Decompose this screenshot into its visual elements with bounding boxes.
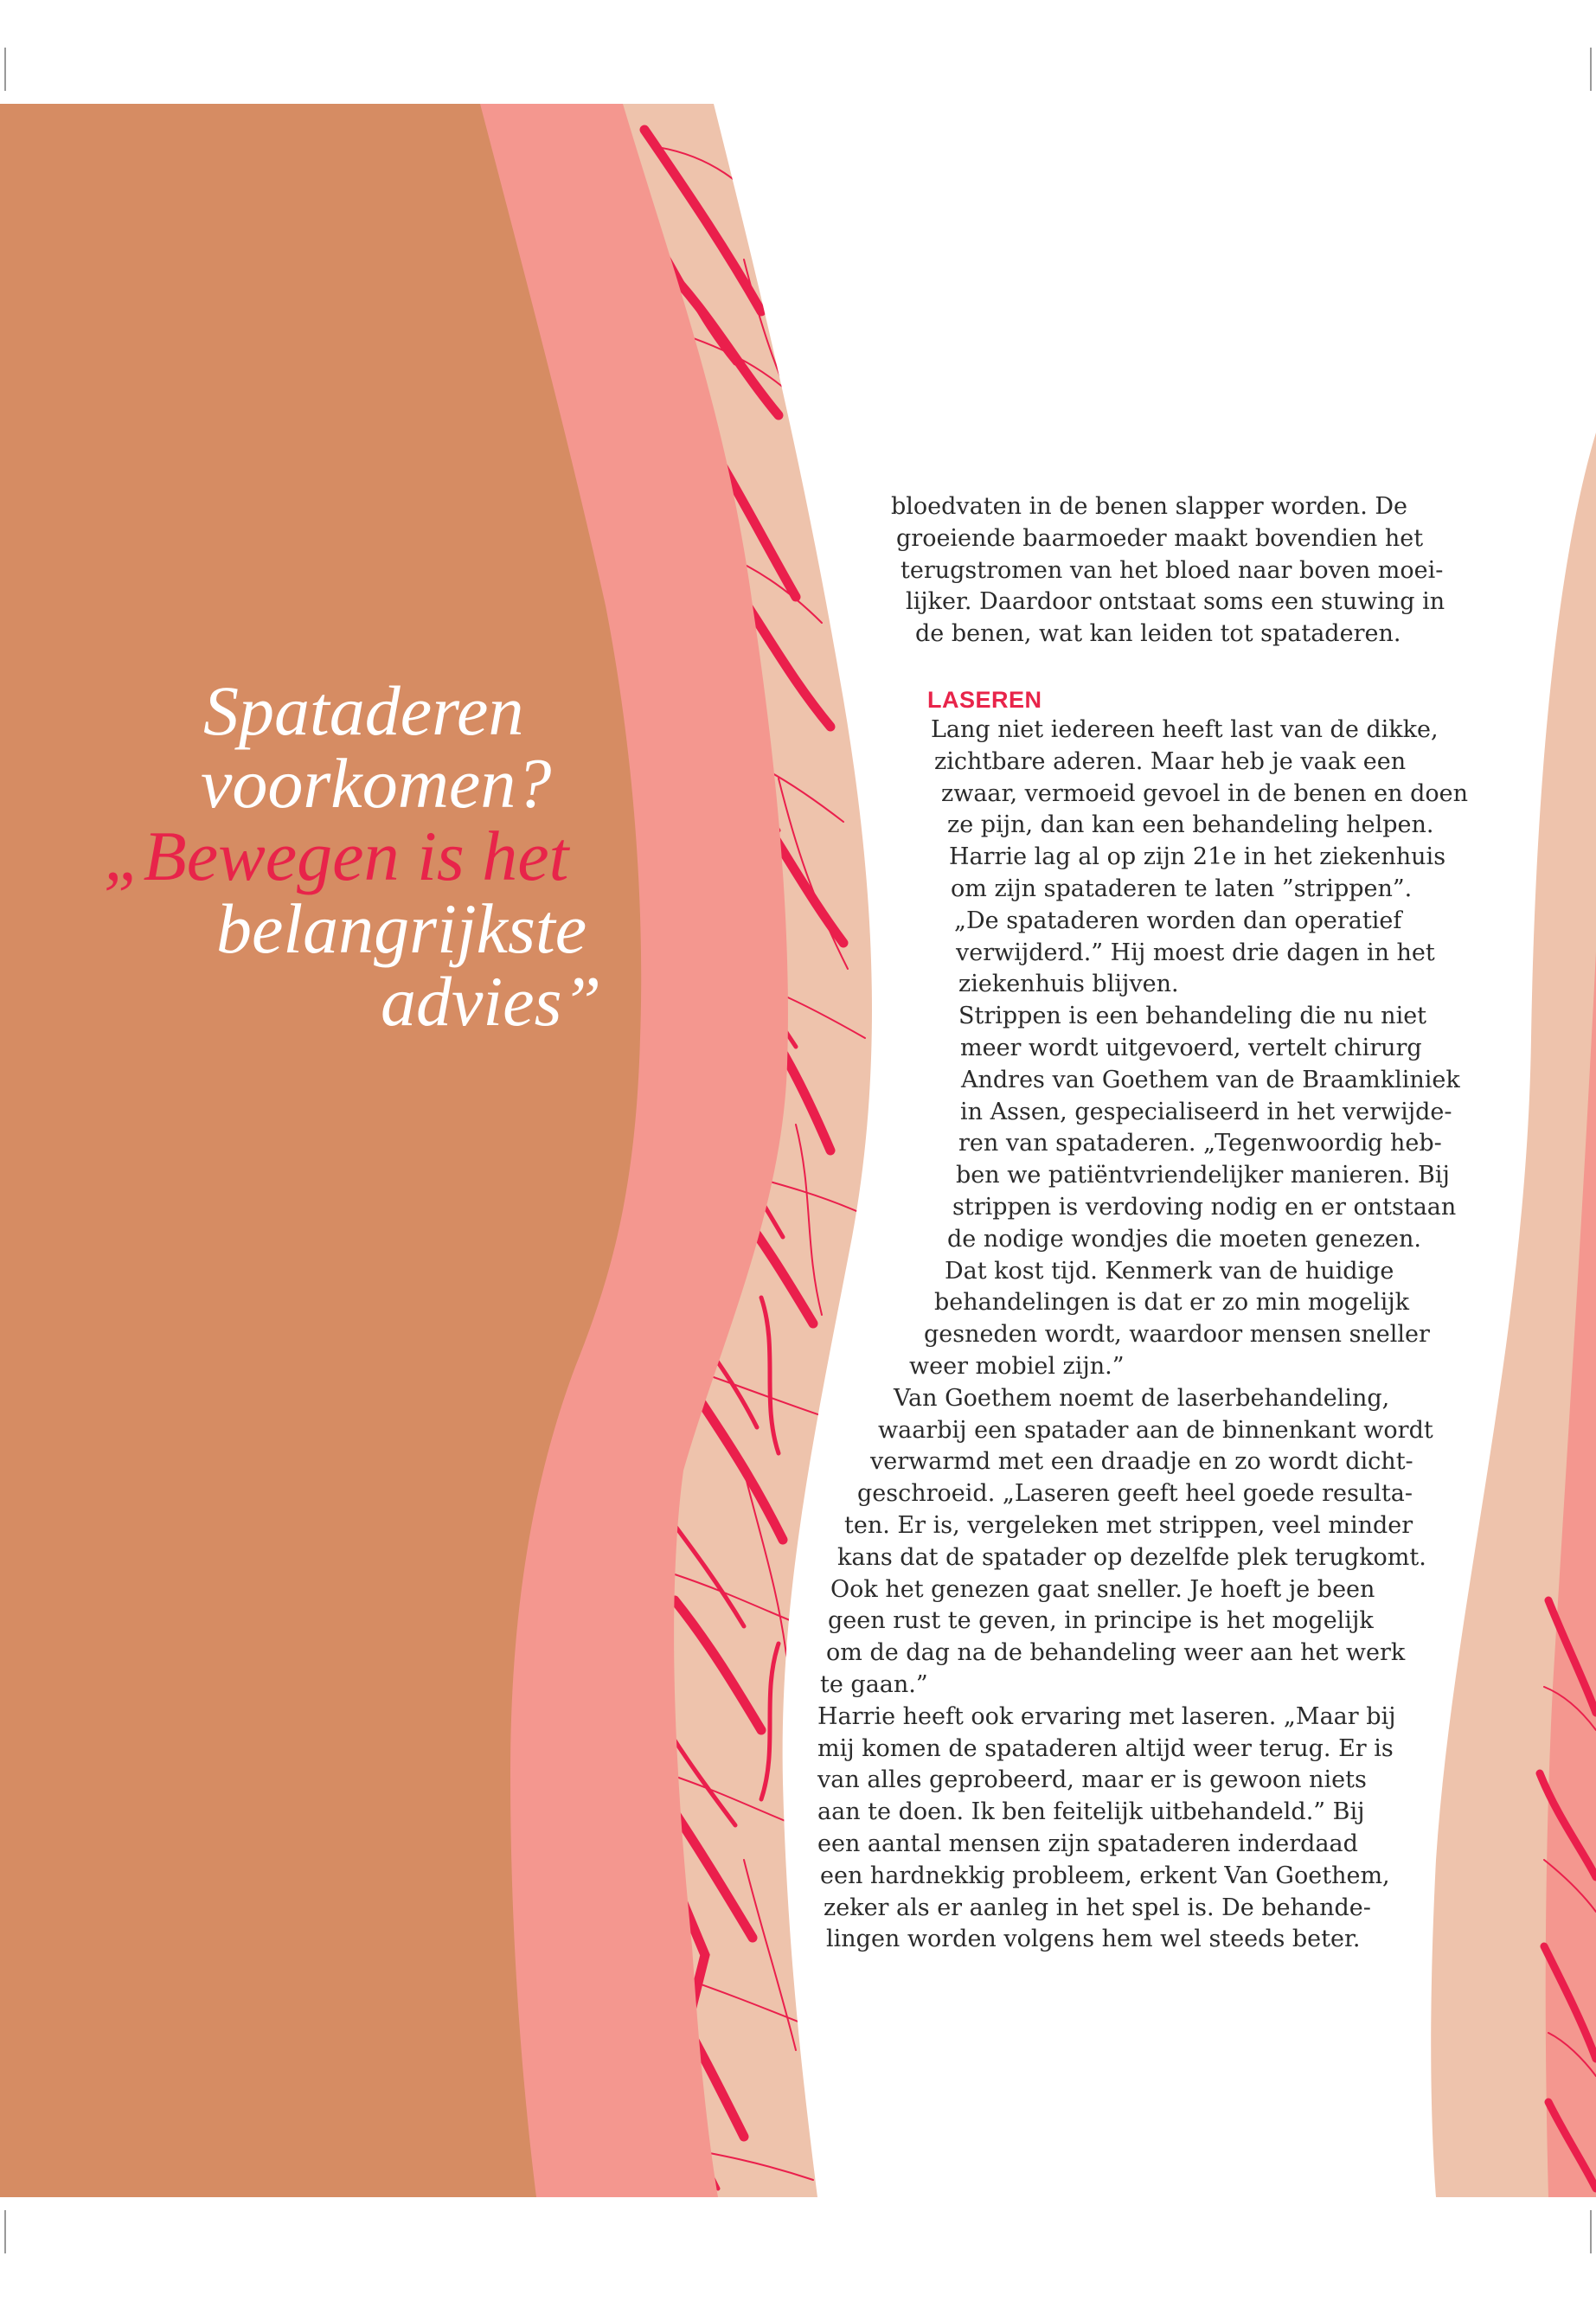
intro-line: bloedvaten in de benen slapper worden. De xyxy=(891,493,1407,520)
body-line: gesneden wordt, waardoor mensen sneller xyxy=(924,1321,1430,1349)
body-line: ben we patiëntvriendelijker manieren. Bij xyxy=(956,1162,1450,1189)
headline-line-3: „Bewegen is het xyxy=(104,817,569,895)
intro-line: de benen, wat kan leiden tot spataderen. xyxy=(915,620,1401,648)
crop-mark-top-right xyxy=(1590,48,1592,91)
body-line: om de dag na de behandeling weer aan het werk xyxy=(826,1639,1406,1667)
body-line: in Assen, gespecialiseerd in het verwijde- xyxy=(960,1098,1452,1125)
body-line: geschroeid. „Laseren geeft heel goede resulta- xyxy=(857,1480,1413,1508)
body-line: om zijn spataderen te laten ”strippen”. xyxy=(951,875,1413,902)
body-line: zwaar, vermoeid gevoel in de benen en doen xyxy=(941,779,1468,807)
intro-line: lijker. Daardoor ontstaat soms een stuwing in xyxy=(906,588,1445,616)
body-line: aan te doen. Ik ben feitelijk uitbehandeld.” Bij xyxy=(817,1798,1365,1826)
body-line: ziekenhuis blijven. xyxy=(958,971,1179,998)
intro-line: terugstromen van het bloed naar boven moei- xyxy=(901,556,1444,584)
body-line: „De spataderen worden dan operatief xyxy=(954,907,1402,934)
headline-line-4: belangrijkste xyxy=(216,889,587,968)
body-line: verwijderd.” Hij moest drie dagen in het xyxy=(956,939,1435,966)
body-line: de nodige wondjes die moeten genezen. xyxy=(947,1225,1422,1253)
body-line: een aantal mensen zijn spataderen inderdaad xyxy=(817,1830,1358,1857)
body-line: zichtbare aderen. Maar heb je vaak een xyxy=(934,747,1407,775)
headline-line-1: Spataderen xyxy=(203,671,524,750)
crop-mark-bottom-right xyxy=(1590,2210,1592,2253)
body-line: Harrie heeft ook ervaring met laseren. „Maar bij xyxy=(817,1702,1396,1730)
body-line: weer mobiel zijn.” xyxy=(909,1353,1125,1380)
body-line: Harrie lag al op zijn 21e in het ziekenhuis xyxy=(949,843,1446,871)
crop-mark-top-left xyxy=(4,48,6,91)
body-line: ze pijn, dan kan een behandeling helpen. xyxy=(947,811,1434,839)
headline-line-2: voorkomen? xyxy=(201,744,552,823)
body-line: zeker als er aanleg in het spel is. De behande- xyxy=(824,1894,1371,1921)
body-line: Dat kost tijd. Kenmerk van de huidige xyxy=(945,1257,1394,1285)
body-line: verwarmd met een draadje en zo wordt dicht- xyxy=(870,1448,1413,1476)
body-line: meer wordt uitgevoerd, vertelt chirurg xyxy=(960,1035,1422,1061)
body-line: geen rust te geven, in principe is het mogelijk xyxy=(828,1607,1374,1635)
body-line: strippen is verdoving nodig en er ontstaan xyxy=(952,1194,1457,1221)
body-line: mij komen de spataderen altijd weer terug. Er is xyxy=(817,1734,1394,1762)
body-line: lingen worden volgens hem wel steeds beter. xyxy=(826,1926,1361,1953)
body-line: waarbij een spatader aan de binnenkant wordt xyxy=(878,1416,1433,1444)
body-line: behandelingen is dat er zo min mogelijk xyxy=(934,1289,1410,1317)
headline-line-5: advies” xyxy=(381,962,602,1041)
body-line: Strippen is een behandeling die nu niet xyxy=(958,1003,1427,1030)
body-line: een hardnekkig probleem, erkent Van Goethem, xyxy=(820,1862,1390,1889)
body-line: ren van spataderen. „Tegenwoordig heb- xyxy=(958,1130,1442,1157)
body-line: kans dat de spatader op dezelfde plek terugkomt. xyxy=(837,1543,1426,1571)
body-line: Van Goethem noemt de laserbehandeling, xyxy=(894,1384,1390,1412)
section-subheading: LASEREN xyxy=(927,687,1042,713)
body-line: ten. Er is, vergeleken met strippen, veel minder xyxy=(844,1512,1413,1539)
body-line: Ook het genezen gaat sneller. Je hoeft je been xyxy=(830,1575,1375,1603)
body-line: van alles geprobeerd, maar er is gewoon niets xyxy=(817,1766,1367,1794)
body-line: Lang niet iedereen heeft last van de dikke, xyxy=(931,716,1439,743)
body-line: te gaan.” xyxy=(820,1671,928,1698)
crop-mark-bottom-left xyxy=(4,2210,6,2253)
body-line: Andres van Goethem van de Braamkliniek xyxy=(961,1066,1460,1093)
intro-line: groeiende baarmoeder maakt bovendien het xyxy=(896,524,1424,552)
